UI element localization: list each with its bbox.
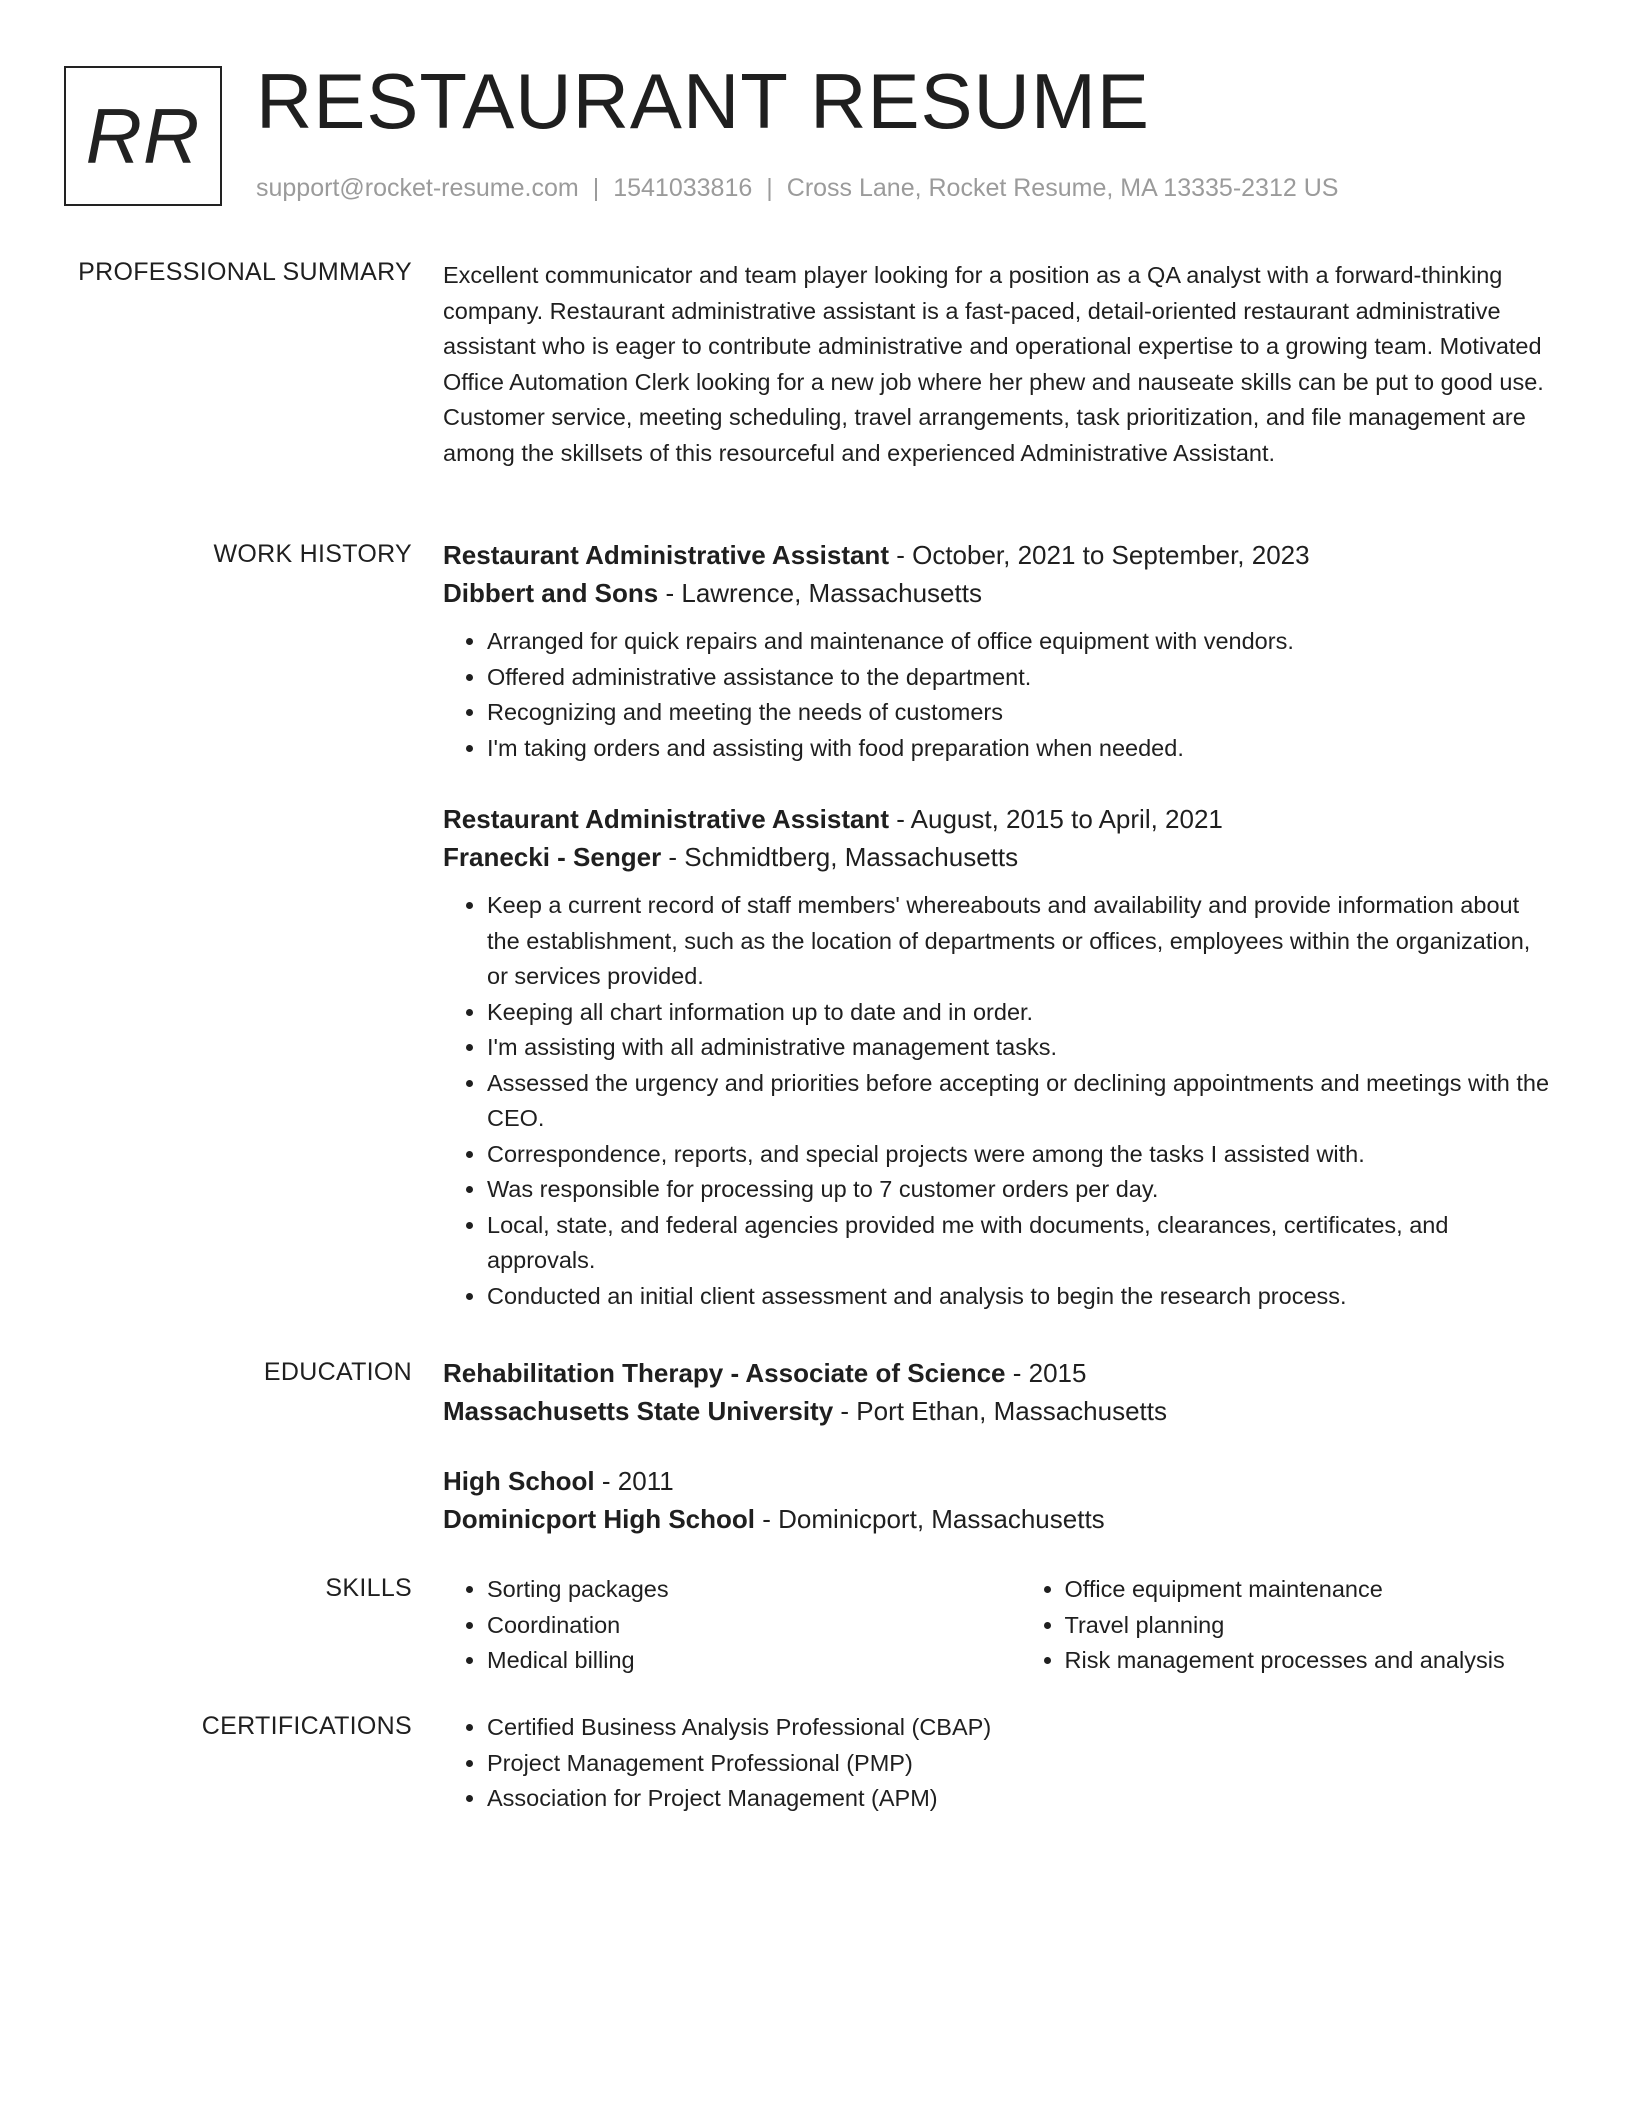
education-school: Dominicport High School: [443, 1504, 755, 1534]
certification-item: • Project Management Professional (PMP): [487, 1746, 1553, 1782]
education-location: - Port Ethan, Massachusetts: [833, 1396, 1167, 1426]
job-location: - Lawrence, Massachusetts: [658, 578, 982, 608]
job-bullet: • Recognizing and meeting the needs of customers: [487, 695, 1553, 731]
summary-text: Excellent communicator and team player looking for a position as a QA analyst with a forward-thinking company. Restaurant administrative assistant is a fast-paced, detail-oriented restaurant administrative assistant who is eager to contribute administrative and operational expertise to a growing team. Motivated Office Automation Clerk looking for a new job where her phew and nauseate skills can be put to good use. Customer service, meeting scheduling, travel arrangements, task prioritization, and file management are among the skillsets of this resourceful and experienced Administrative Assistant.: [443, 262, 1544, 466]
skills-label: SKILLS: [325, 1574, 412, 1602]
job-title-line: [443, 800, 1553, 838]
monogram-box: [64, 66, 222, 206]
job-dates: - October, 2021 to September, 2023: [888, 540, 1310, 570]
education-school-line: [443, 1392, 1553, 1430]
job-company: Dibbert and Sons: [443, 578, 659, 608]
certifications-label: CERTIFICATIONS: [201, 1712, 412, 1740]
skill-item: • Risk management processes and analysis: [1065, 1643, 1554, 1679]
skill-item: • Coordination: [487, 1608, 976, 1644]
job-bullet: • Keeping all chart information up to date and in order.: [487, 995, 1553, 1031]
job-bullet: • Assessed the urgency and priorities before accepting or declining appointments and meetings with the CEO.: [487, 1066, 1553, 1137]
skill-item: • Medical billing: [487, 1643, 976, 1679]
resume-title: RESTAURANT RESUME: [256, 57, 1150, 145]
work-history-body: [443, 536, 1553, 1338]
skills-grid: [443, 1572, 1553, 1679]
education-year: - 2015: [1005, 1358, 1087, 1388]
job-bullet: • Keep a current record of staff members' whereabouts and availability and provide information about the establishment, such as the location of departments or offices, employees within the organization, or services provided.: [487, 888, 1553, 995]
summary-label: PROFESSIONAL SUMMARY: [78, 258, 412, 286]
skills-list-left: [443, 1572, 976, 1679]
education-location: - Dominicport, Massachusetts: [755, 1504, 1105, 1534]
skills-list-right: [1021, 1572, 1554, 1679]
job-bullet: • Offered administrative assistance to the department.: [487, 660, 1553, 696]
certifications-list: [443, 1710, 1553, 1817]
summary-body: [443, 258, 1553, 471]
job-bullet: • Local, state, and federal agencies provided me with documents, clearances, certificates, and approvals.: [487, 1208, 1553, 1279]
job-entry: [443, 800, 1553, 1314]
job-bullet: • Correspondence, reports, and special projects were among the tasks I assisted with.: [487, 1137, 1553, 1173]
contact-separator: |: [592, 174, 600, 202]
job-bullet: • I'm taking orders and assisting with food preparation when needed.: [487, 731, 1553, 767]
monogram-initials: RR: [85, 91, 201, 180]
job-company-line: [443, 574, 1553, 612]
job-dates: - August, 2015 to April, 2021: [888, 804, 1223, 834]
education-degree-line: [443, 1462, 1553, 1500]
education-degree: High School: [443, 1466, 595, 1496]
job-title: Restaurant Administrative Assistant: [443, 804, 889, 834]
job-bullet: • Conducted an initial client assessment and analysis to begin the research process.: [487, 1279, 1553, 1315]
education-school: Massachusetts State University: [443, 1396, 834, 1426]
education-school-line: [443, 1500, 1553, 1538]
education-body: [443, 1354, 1553, 1562]
education-entry: [443, 1354, 1553, 1430]
job-bullets: [443, 624, 1553, 766]
skill-item: • Travel planning: [1065, 1608, 1554, 1644]
education-degree-line: [443, 1354, 1553, 1392]
contact-phone[interactable]: 1541033816: [613, 174, 753, 202]
job-title-line: [443, 536, 1553, 574]
contact-separator: |: [766, 174, 773, 202]
skills-body: [443, 1572, 1553, 1679]
certification-item: • Association for Project Management (APM): [487, 1781, 1553, 1817]
skill-item: • Office equipment maintenance: [1065, 1572, 1554, 1608]
education-year: - 2011: [594, 1466, 674, 1496]
contact-address: Cross Lane, Rocket Resume, MA 13335-2312 US: [786, 174, 1339, 202]
job-entry: [443, 536, 1553, 766]
certifications-body: [443, 1710, 1553, 1817]
work-history-label: WORK HISTORY: [213, 540, 412, 568]
education-label: EDUCATION: [263, 1358, 412, 1386]
job-location: - Schmidtberg, Massachusetts: [661, 842, 1019, 872]
job-bullet: • I'm assisting with all administrative management tasks.: [487, 1030, 1553, 1066]
education-degree: Rehabilitation Therapy - Associate of Science: [443, 1358, 1006, 1388]
certification-item: • Certified Business Analysis Professional (CBAP): [487, 1710, 1553, 1746]
job-title: Restaurant Administrative Assistant: [443, 540, 889, 570]
job-company-line: [443, 838, 1553, 876]
job-bullets: [443, 888, 1553, 1314]
job-bullet: • Was responsible for processing up to 7 customer orders per day.: [487, 1172, 1553, 1208]
contact-email[interactable]: support@rocket-resume.com: [256, 174, 579, 202]
skill-item: • Sorting packages: [487, 1572, 976, 1608]
job-company: Franecki - Senger: [443, 842, 662, 872]
education-entry: [443, 1462, 1553, 1538]
contact-line: [256, 174, 1338, 203]
job-bullet: • Arranged for quick repairs and maintenance of office equipment with vendors.: [487, 624, 1553, 660]
